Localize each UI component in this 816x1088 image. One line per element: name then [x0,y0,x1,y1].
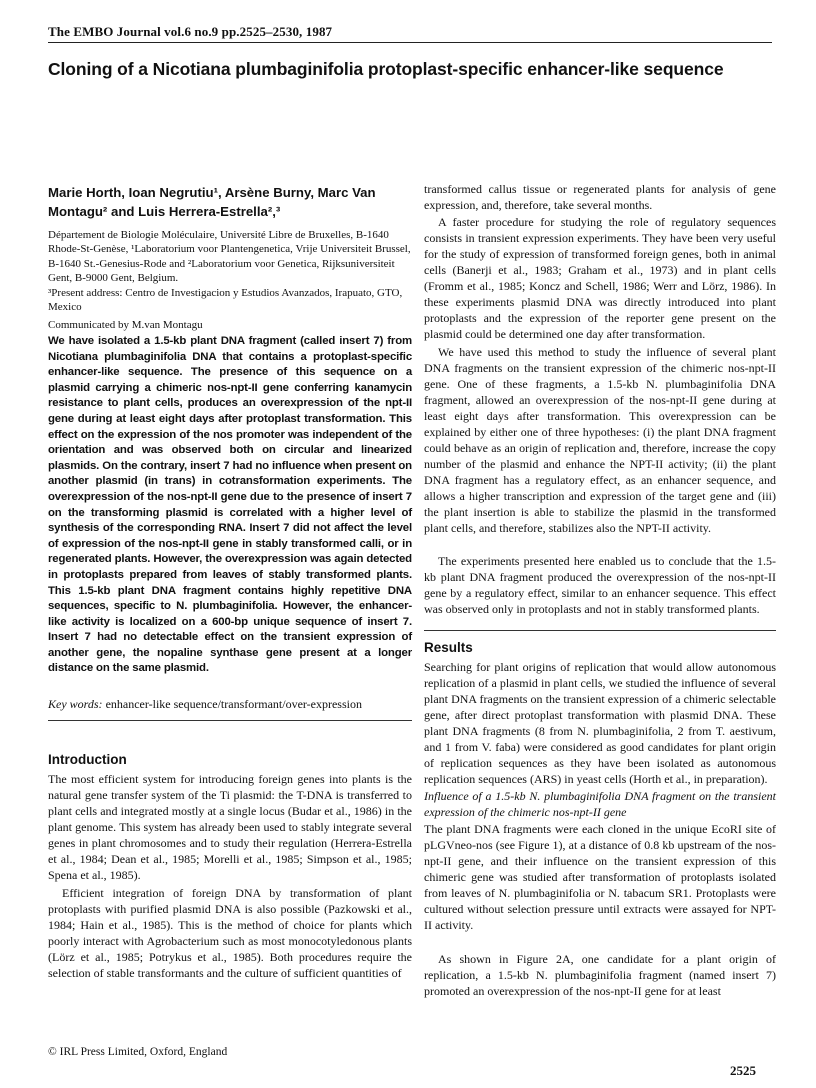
author-list: Marie Horth, Ioan Negrutiu¹, Arsène Burny, Marc Van Montagu² and Luis Herrera-Estrella²,³ [48,185,376,219]
right-paragraph-0 [424,181,776,213]
communicated-by: Communicated by M.van Montagu [48,319,203,331]
results-subheading: Influence of a 1.5-kb N. plumbaginifolia DNA fragment on the transient expression of the chimeric nos-npt-II gene [424,789,776,819]
right-p3: The experiments presented here enabled us to conclude that the 1.5-kb plant DNA fragment produced the overexpression of the nos-npt-II gene by a regulatory effect, similar to an enhancer sequence. This effect was observed only in protoplasts and not in stably transformed plants. [424,554,776,616]
results-paragraph-3 [424,951,776,999]
copyright: © IRL Press Limited, Oxford, England [48,1046,228,1058]
header-rule [48,42,772,43]
keywords [48,696,412,712]
present-address: ³Present address: Centro de Investigacion y Estudios Avanzados, Irapuato, GTO, Mexico [48,287,403,314]
results-heading: Results [424,640,473,655]
section-divider [48,720,412,721]
keywords-text: enhancer-like sequence/transformant/over-expression [105,697,362,711]
right-p0: transformed callus tissue or regenerated plants for analysis of gene expression, and, therefore, take several months. [424,182,776,212]
right-p4: Searching for plant origins of replication that would allow autonomous replication of a plasmid in plant cells, we studied the influence of several plant DNA fragments on the transient expression of a chimeric selectable gene, after direct protoplast transformation with plasmid DNA. These plant DNA fragments (8 from N. plumbaginifolia, 2 from T. aestivum, and 1 from V. faba) were considered as good candidates for plant origin of replication sequences as they have been isolated as autonomous replication sequences (ARS) in yeast cells (Horth et al., in preparation). [424,660,776,786]
results-paragraph-2 [424,821,776,933]
journal-header: The EMBO Journal vol.6 no.9 pp.2525–2530, 1987 [48,24,333,39]
intro-paragraph-2 [48,885,412,981]
right-paragraph-3 [424,553,776,617]
intro-p1: The most efficient system for introducing foreign genes into plants is the natural gene transfer system of the Ti plasmid: the T-DNA is transferred to plant cells and integrated mostly at a single locus (Budar et al., 1986) in the plant genome. This system has already been used to stably integrate several genes in plant chromosomes and to study their regulation (Herrera-Estrella et al., 1984; Dean et al., 1985; Morelli et al., 1985; Simpson et al., 1985; Spena et al., 1985). [48,772,412,882]
affiliation: Département de Biologie Moléculaire, Université Libre de Bruxelles, B-1640 Rhode-St-Genèse, ¹Laboratorium voor Plantengenetica, Vrije Universiteit Brussel, B-1640 St.-Genesius-Rode and ²Laboratorium voor Genetica, Rijksuniversiteit Gent, B-9000 Gent, Belgium. [48,229,411,285]
abstract: We have isolated a 1.5-kb plant DNA fragment (called insert 7) from Nicotiana plumbaginifolia DNA that contains a protoplast-specific enhancer-like sequence. The presence of this sequence on a plasmid carrying a chimeric nos-npt-II gene conferring kanamycin resistance to plant cells, produces an overexpression of the npt-II gene during at least eight days after protoplast transformation. This effect on the expression of the nos promoter was independent of the orientation and was observed both on circular and linearized plasmids. On the contrary, insert 7 had no influence when present on another plasmid (in trans) in cotransformation experiments. The overexpression of the nos-npt-II gene due to the presence of insert 7 on the transforming plasmid is correlated with a higher level of synthesis of the corresponding RNA. Insert 7 did not affect the level of expression of the nos-npt-II gene in stably transformed calli, or in regenerated plants. However, the overexpression was again detected in protoplasts prepared from leaves of stably transformed plants. This 1.5-kb plant DNA fragment contains highly repetitive DNA sequences, specific to N. plumbaginifolia. However, the enhancer-like activity is localized on a 600-bp unique sequence of insert 7. Insert 7 had no detectable effect on the transient expression of another gene, the nopaline synthase gene present at a longer distance on the same plasmid. [48,335,412,675]
right-p5: The plant DNA fragments were each cloned in the unique EcoRI site of pLGVneo-nos (see Figure 1), at a distance of 0.8 kb upstream of the nos-npt-II gene, and their influence on the transient expression of this chimeric gene was studied after transformation of protoplasts isolated from leaves of N. plumbaginifolia or N. tabacum SR1. Protoplasts were cultured without selection pressure until extracts were assayed for NPT-II activity. [424,822,776,932]
article-title: Cloning of a Nicotiana plumbaginifolia protoplast-specific enhancer-like sequence [48,59,724,79]
intro-paragraph-1 [48,771,412,883]
right-paragraph-1 [424,214,776,342]
right-p1: A faster procedure for studying the role of regulatory sequences consists in transient expression experiments. They have been very useful for the study of expression of transformed foreign genes, both in animal cells (Banerji et al., 1983; Graham et al., 1973) and in plant cells (Fromm et al., 1985; Koncz and Schell, 1986; Werr and Lörz, 1986). In these experiments plasmid DNA was directly introduced into plant protoplasts and the expression of the reporter gene present on the plasmid could be determined one day after transformation. [424,215,776,341]
right-p2: We have used this method to study the influence of several plant DNA fragments on the transient expression of the chimeric nos-npt-II gene. One of these fragments, a 1.5-kb N. plumbaginifolia DNA fragment, allowed an overexpression of the nos-npt-II gene during at least eight days after transformation. This overexpression can be explained by either one of three hypotheses: (i) the plant DNA fragment could behave as an origin of replication and, therefore, increase the copy number of the plasmid and enhance the NPT-II activity; (ii) the plant DNA fragment has a regulatory effect, as an enhancer sequence, and allows a higher transcription and expression of the target gene and (iii) the plant insertion is able to stabilize the plasmid in the transformed plant cells, and therefore, stabilizes also the NPT-II activity. [424,345,776,535]
results-paragraph-1 [424,659,776,787]
page-number: 2525 [730,1063,756,1078]
results-divider [424,630,776,631]
right-p6: As shown in Figure 2A, one candidate for a plant origin of replication, a 1.5-kb N. plumbaginifolia fragment (named insert 7) promoted an overexpression of the nos-npt-II gene for at least [424,952,776,998]
intro-heading: Introduction [48,752,127,767]
right-paragraph-2 [424,344,776,536]
keywords-label: Key words: [48,697,103,711]
intro-p2: Efficient integration of foreign DNA by transformation of plant protoplasts with purified plasmid DNA is also possible (Pazkowski et al., 1984; Hain et al., 1985). This is the method of choice for plants which poorly interact with Agrobacterium such as most monocotyledonous plants (Lörz et al., 1985; Potrykus et al., 1985). Both procedures require the selection of stable transformants and the culture of sufficient quantities of [48,886,412,980]
